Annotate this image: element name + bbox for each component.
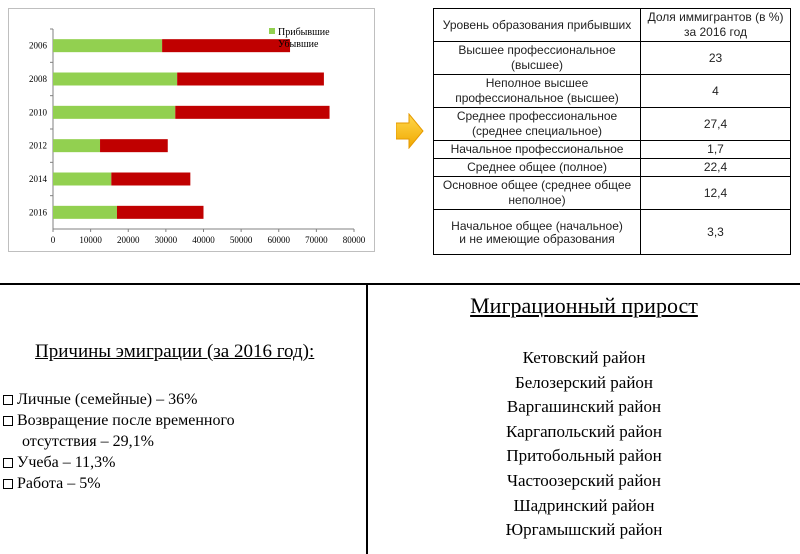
bar-arrived xyxy=(53,73,177,86)
x-tick-label: 20000 xyxy=(117,235,140,245)
table-cell-level-extra: и не имеющие образования xyxy=(459,232,615,246)
x-tick-label: 10000 xyxy=(79,235,102,245)
table-cell-share: 1,7 xyxy=(641,141,791,159)
x-tick-label: 70000 xyxy=(305,235,328,245)
district-item: Кетовский район xyxy=(522,348,646,367)
bar-departed xyxy=(111,173,190,186)
table-cell-level: Начальное профессиональное xyxy=(434,141,641,159)
districts-list xyxy=(368,346,800,543)
x-tick-label: 40000 xyxy=(192,235,215,245)
table-row xyxy=(434,42,791,75)
table-cell-level: Неполное высшее профессиональное (высшее) xyxy=(434,75,641,108)
chart-canvas xyxy=(9,9,374,251)
reason-text-continuation: отсутствия – 29,1% xyxy=(22,433,154,450)
bar-departed xyxy=(117,206,204,219)
table-row xyxy=(434,108,791,141)
reasons-title: Причины эмиграции (за 2016 год): xyxy=(35,341,315,362)
bar-arrived xyxy=(53,173,111,186)
x-tick-label: 0 xyxy=(50,235,56,245)
growth-title: Миграционный прирост xyxy=(470,293,698,318)
migration-chart xyxy=(8,8,375,252)
table-cell-share: 3,3 xyxy=(641,210,791,255)
legend-swatch xyxy=(269,40,275,46)
reason-text: Личные (семейные) – 36% xyxy=(17,391,198,408)
table-row xyxy=(434,75,791,108)
bar-arrived xyxy=(53,39,162,52)
district-item: Варгашинский район xyxy=(506,397,662,417)
bar-departed xyxy=(177,73,324,86)
table-cell-level-text: Начальное общее (начальное) xyxy=(451,219,623,233)
x-tick-label: 50000 xyxy=(229,235,253,245)
list-item xyxy=(3,452,235,473)
table-cell-level: Среднее общее (полное) xyxy=(434,159,641,177)
table-cell-level: Высшее профессиональное (высшее) xyxy=(434,42,641,75)
bar-departed xyxy=(100,139,168,152)
bar-arrived xyxy=(53,106,175,119)
x-tick-label: 30000 xyxy=(154,235,178,245)
horizontal-divider xyxy=(0,283,800,285)
table-row xyxy=(434,159,791,177)
reason-text: Работа – 5% xyxy=(17,475,101,492)
table-cell-share: 27,4 xyxy=(641,108,791,141)
table-cell-level xyxy=(434,210,641,255)
table-header-cell: Уровень образования прибывших xyxy=(434,9,641,42)
table-row xyxy=(434,141,791,159)
checkbox-bullet-icon xyxy=(3,395,13,405)
district-item: Белозерский район xyxy=(514,372,654,392)
checkbox-bullet-icon xyxy=(3,479,13,489)
reason-text: Возвращение после временного xyxy=(17,412,235,429)
table-cell-share: 12,4 xyxy=(641,177,791,210)
table-cell-share: 22,4 xyxy=(641,159,791,177)
district-item: Юргамышский район xyxy=(505,520,663,540)
list-item xyxy=(3,389,235,410)
legend-swatch xyxy=(269,28,275,34)
y-category-label: 2006 xyxy=(29,40,47,51)
bar-departed xyxy=(175,106,329,119)
list-item xyxy=(3,410,235,452)
education-table xyxy=(433,8,791,255)
table-cell-level: Среднее профессиональное (среднее специальное) xyxy=(434,108,641,141)
table-row xyxy=(434,210,791,255)
legend-label: Убывшие xyxy=(278,39,319,50)
table-cell-share: 23 xyxy=(641,42,791,75)
x-tick-label: 60000 xyxy=(267,235,290,245)
y-category-label: 2016 xyxy=(29,207,47,218)
reasons-list xyxy=(3,389,235,494)
legend-label: Прибывшие xyxy=(278,27,330,38)
y-category-label: 2008 xyxy=(29,74,47,84)
table-cell-share: 4 xyxy=(641,75,791,108)
bar-arrived xyxy=(53,139,100,152)
checkbox-bullet-icon xyxy=(3,458,13,468)
district-item: Притобольный район xyxy=(506,446,662,466)
table-cell-level: Основное общее (среднее общее неполное) xyxy=(434,177,641,210)
x-tick-label: 80000 xyxy=(342,235,366,245)
y-category-label: 2014 xyxy=(29,174,47,184)
bar-arrived xyxy=(53,206,117,219)
arrow-right-icon xyxy=(396,113,424,149)
checkbox-bullet-icon xyxy=(3,416,13,426)
district-item: Шадринский район xyxy=(513,495,655,515)
y-category-label: 2012 xyxy=(29,140,47,151)
table-header-cell: Доля иммигрантов (в %) за 2016 год xyxy=(641,9,791,42)
y-category-label: 2010 xyxy=(29,107,47,118)
list-item xyxy=(3,473,235,494)
reason-text: Учеба – 11,3% xyxy=(17,454,116,471)
district-item: Каргапольский район xyxy=(505,421,663,441)
table-header-row xyxy=(434,9,791,42)
table-row xyxy=(434,177,791,210)
district-item: Частоозерский район xyxy=(506,470,662,490)
